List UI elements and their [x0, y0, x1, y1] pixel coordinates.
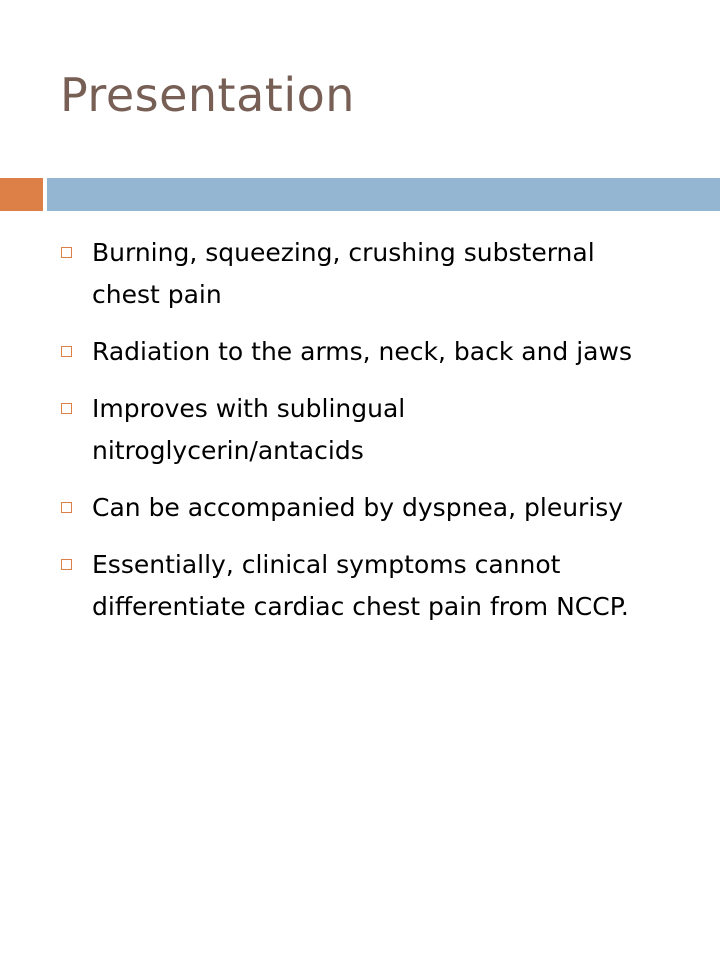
bullet-text: Essentially, clinical symptoms cannot differentiate cardiac chest pain from NCCP. — [92, 550, 629, 621]
bullet-item — [60, 232, 670, 316]
square-bullet-icon — [61, 559, 72, 570]
bullet-text: Burning, squeezing, crushing substernal chest pain — [92, 238, 595, 309]
bullet-item — [60, 388, 670, 472]
slide-title: Presentation — [60, 68, 355, 122]
bullet-text: Improves with sublingual nitroglycerin/antacids — [92, 394, 406, 465]
bullet-item — [60, 487, 670, 529]
square-bullet-icon — [61, 247, 72, 258]
bullet-text: Radiation to the arms, neck, back and jaws — [92, 337, 632, 366]
square-bullet-icon — [61, 403, 72, 414]
accent-bar — [0, 178, 43, 211]
bullet-text: Can be accompanied by dyspnea, pleurisy — [92, 493, 624, 522]
bullet-list — [60, 232, 670, 643]
bullet-item — [60, 331, 670, 373]
bullet-item — [60, 544, 670, 628]
header-banner-bar — [47, 178, 720, 211]
square-bullet-icon — [61, 502, 72, 513]
square-bullet-icon — [61, 346, 72, 357]
